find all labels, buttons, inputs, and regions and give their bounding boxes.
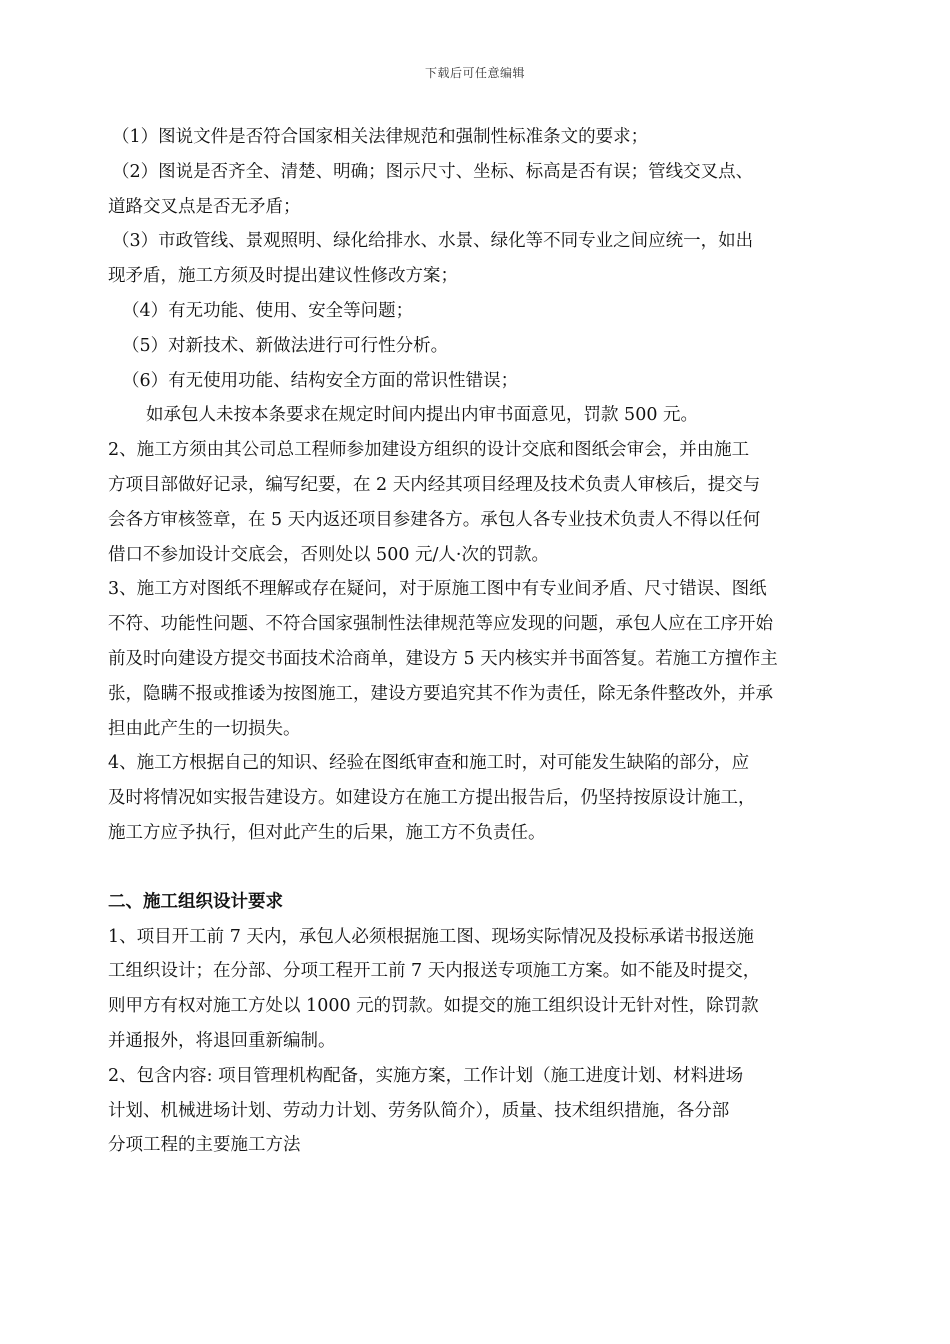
review-item-1: （1）图说文件是否符合国家相关法律规范和强制性标准条文的要求； [112,127,649,147]
clause-2-line-2: 方项目部做好记录，编写纪要，在 2 天内经其项目经理及技术负责人审核后，提交与 [108,474,761,495]
review-item-2-cont: 道路交叉点是否无矛盾； [108,196,301,217]
section-heading: 二、施工组织设计要求 [108,891,283,912]
review-item-4: （4）有无功能、使用、安全等问题； [122,300,414,321]
clause-4-line-2: 及时将情况如实报告建设方。如建设方在施工方提出报告后，仍坚持按原设计施工， [108,788,756,809]
clause-4-line-1: 4、施工方根据自己的知识、经验在图纸审查和施工时，对可能发生缺陷的部分，应 [108,753,750,774]
requirement-1-line-1: 1、项目开工前 7 天内，承包人必须根据施工图、现场实际情况及投标承诺书报送施 [108,926,754,947]
requirement-2-line-2: 计划、机械进场计划、劳动力计划、劳务队简介），质量、技术组织措施，各分部 [108,1100,730,1121]
clause-2-line-4: 借口不参加设计交底会，否则处以 500 元/人·次的罚款。 [108,544,549,565]
penalty-note: 如承包人未按本条要求在规定时间内提出内审书面意见，罚款 500 元。 [146,405,699,426]
clause-2-line-1: 2、施工方须由其公司总工程师参加建设方组织的设计交底和图纸会审会，并由施工 [108,440,750,461]
clause-3-line-4: 张，隐瞒不报或推诿为按图施工，建设方要追究其不作为责任，除无条件整改外，并承 [108,683,773,704]
clause-3-line-5: 担由此产生的一切损失。 [108,718,301,739]
requirement-1-line-4: 并通报外，将退回重新编制。 [108,1030,336,1051]
review-item-3-cont: 现矛盾，施工方须及时提出建议性修改方案； [108,266,458,287]
document-body [108,120,848,1163]
requirement-1-line-2: 工组织设计；在分部、分项工程开工前 7 天内报送专项施工方案。如不能及时提交， [108,961,761,982]
clause-3-line-1: 3、施工方对图纸不理解或存在疑问，对于原施工图中有专业间矛盾、尺寸错误、图纸 [108,579,767,600]
clause-2-line-3: 会各方审核签章，在 5 天内返还项目参建各方。承包人各专业技术负责人不得以任何 [108,509,761,530]
page-header: 下载后可任意编辑 [424,66,525,80]
review-item-2: （2）图说是否齐全、清楚、明确；图示尺寸、坐标、标高是否有误；管线交叉点、 [112,161,754,182]
requirement-1-line-3: 则甲方有权对施工方处以 1000 元的罚款。如提交的施工组织设计无针对性，除罚款 [108,996,759,1017]
clause-3-line-3: 前及时向建设方提交书面技术洽商单，建设方 5 天内核实并书面答复。若施工方擅作主 [108,648,778,669]
requirement-2-line-3: 分项工程的主要施工方法 [108,1135,301,1156]
review-item-3: （3）市政管线、景观照明、绿化给排水、水景、绿化等不同专业之间应统一，如出 [112,231,754,252]
clause-4-line-3: 施工方应予执行，但对此产生的后果，施工方不负责任。 [108,822,546,843]
review-item-6: （6）有无使用功能、结构安全方面的常识性错误； [122,370,519,391]
section-spacer [108,851,848,885]
review-item-5: （5）对新技术、新做法进行可行性分析。 [122,335,449,356]
clause-3-line-2: 不符、功能性问题、不符合国家强制性法律规范等应发现的问题，承包人应在工序开始 [108,614,773,635]
requirement-2-line-1: 2、包含内容: 项目管理机构配备，实施方案，工作计划（施工进度计划、材料进场 [108,1065,744,1086]
construction-design-section [108,885,848,1163]
design-review-section [108,120,848,851]
